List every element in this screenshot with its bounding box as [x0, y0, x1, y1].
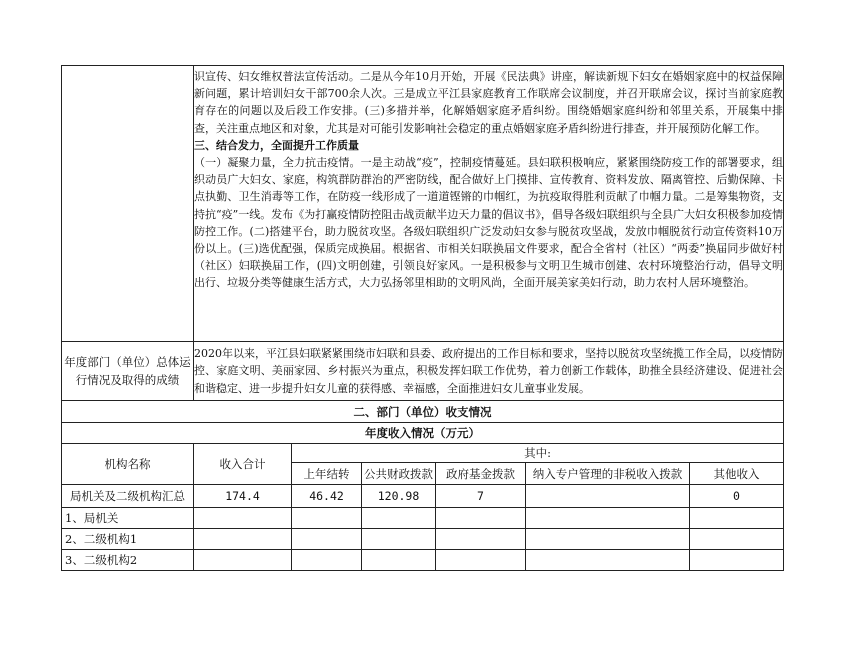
overall-row — [62, 342, 784, 401]
row-other — [690, 529, 784, 550]
header-nontax: 纳入专户管理的非税收入拨款 — [526, 463, 690, 485]
row-nontax — [526, 508, 690, 529]
row-nontax — [526, 529, 690, 550]
header-public: 公共财政拨款 — [362, 463, 436, 485]
header-org: 机构名称 — [62, 444, 194, 485]
row-other — [690, 550, 784, 571]
row-fund — [436, 529, 526, 550]
table-row — [62, 508, 784, 529]
body-paragraph: （一）凝聚力量，全力抗击疫情。一是主动战“疫”，控制疫情蔓延。县妇联积极响应，紧紧围绕防疫工作的部署要求，组织动员广大妇女、家庭，构筑群防群治的严密防线，配合做好上门摸排、宣传教育、资料发放、隔离管控、后勤保障、卡点执勤、卫生消毒等工作，在防疫一线形成了一道道铿锵的巾帼红，为抗疫取得胜利贡献了巾帼力量。二是筹集物资，支持抗“疫”一线。发布《为打赢疫情防控阻击战贡献半边天力量的倡议书》，倡导各级妇联组织与全县广大妇女积极参加疫情防控工作。(二)搭建平台，助力脱贫攻坚。各级妇联组织广泛发动妇女参与脱贫攻坚战，发放巾帼脱贫行动宣传资料10万份以上。(三)选优配强，保质完成换届。根据省、市相关妇联换届文件要求，配合全省村（社区）“两委”换届同步做好村（社区）妇联换届工作，(四)文明创建，引领良好家风。一是积极参与文明卫生城市创建、农村环境整治行动，倡导文明出行、垃圾分类等健康生活方式，大力弘扬邻里相助的文明风尚，全面开展美家美妇行动，助力农村人居环境整治。 — [194, 156, 784, 290]
row-public: 120.98 — [362, 485, 436, 508]
row-name: 局机关及二级机构汇总 — [62, 485, 194, 508]
row-fund — [436, 508, 526, 529]
row-total: 174.4 — [194, 485, 292, 508]
work-summary-cell — [194, 66, 784, 342]
row-public — [362, 508, 436, 529]
report-table — [61, 65, 784, 571]
row-public — [362, 529, 436, 550]
row-name: 3、二级机构2 — [62, 550, 194, 571]
header-row-1 — [62, 444, 784, 463]
section2-title-row — [62, 401, 784, 423]
row-nontax — [526, 550, 690, 571]
row-fund: 7 — [436, 485, 526, 508]
row-total — [194, 529, 292, 550]
row-other — [690, 508, 784, 529]
header-of-which: 其中: — [292, 444, 784, 463]
row-carry — [292, 550, 362, 571]
row-total — [194, 550, 292, 571]
work-summary-row — [62, 66, 784, 342]
row-name: 1、局机关 — [62, 508, 194, 529]
header-fund: 政府基金拨款 — [436, 463, 526, 485]
header-other: 其他收入 — [690, 463, 784, 485]
section2-title: 二、部门（单位）收支情况 — [62, 401, 784, 423]
row-total — [194, 508, 292, 529]
income-title: 年度收入情况（万元） — [62, 423, 784, 444]
row-nontax — [526, 485, 690, 508]
top-paragraph: 识宣传、妇女维权普法宣传活动。二是从今年10月开始，开展《民法典》讲座，解读新规下妇女在婚姻家庭中的权益保障新问题，累计培训妇女干部700余人次。三是成立平江县家庭教育工作联席会议制度，并召开联席会议，探讨当前家庭教育存在的问题以及后段工作安排。(三)多措并举，化解婚姻家庭矛盾纠纷。围绕婚姻家庭纠纷和邻里关系，开展集中排查，关注重点地区和对象，尤其是对可能引发影响社会稳定的重点婚姻家庭矛盾纠纷进行排查，并开展预防化解工作。 — [194, 70, 784, 135]
row-carry: 46.42 — [292, 485, 362, 508]
header-carry: 上年结转 — [292, 463, 362, 485]
table-row — [62, 485, 784, 508]
row-other: 0 — [690, 485, 784, 508]
empty-left-cell — [62, 66, 194, 342]
section-heading-3: 三、结合发力，全面提升工作质量 — [194, 138, 359, 152]
table-row — [62, 550, 784, 571]
row-fund — [436, 550, 526, 571]
header-total: 收入合计 — [194, 444, 292, 485]
overall-text: 2020年以来，平江县妇联紧紧围绕市妇联和县委、政府提出的工作目标和要求，坚持以脱贫攻坚统揽工作全局，以疫情防控、家庭文明、美丽家园、乡村振兴为重点，积极发挥妇联工作优势，着力创新工作载体，助推全县经济建设、促进社会和谐稳定、进一步提升妇女儿童的获得感、幸福感，全面推进妇女儿童事业发展。 — [194, 342, 784, 401]
income-title-row — [62, 423, 784, 444]
overall-label: 年度部门（单位）总体运行情况及取得的成绩 — [62, 342, 194, 401]
row-name: 2、二级机构1 — [62, 529, 194, 550]
row-public — [362, 550, 436, 571]
table-row — [62, 529, 784, 550]
row-carry — [292, 529, 362, 550]
row-carry — [292, 508, 362, 529]
